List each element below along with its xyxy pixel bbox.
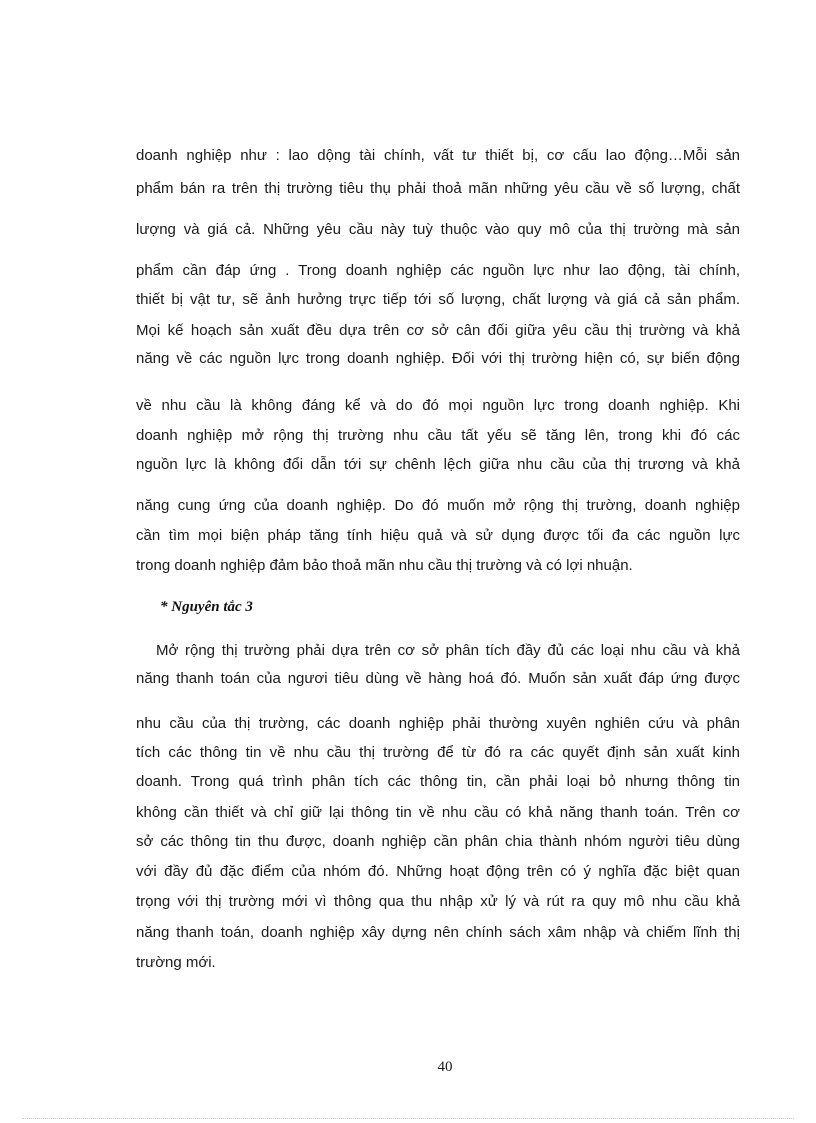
section-heading: * Nguyên tắc 3	[160, 599, 253, 615]
paragraph-line: trọng với thị trường mới vì thông qua thu nhập xử lý và rút ra quy mô nhu cầu khả	[136, 893, 740, 910]
paragraph-line: trong doanh nghiệp đảm bảo thoả mãn nhu cầu thị trường và có lợi nhuận.	[136, 557, 633, 574]
page-bottom-divider	[22, 1118, 794, 1119]
paragraph-line: năng thanh toán của ngươi tiêu dùng về hàng hoá đó. Muốn sản xuất đáp ứng được	[136, 670, 740, 687]
paragraph-line: không cần thiết và chỉ giữ lại thông tin về nhu cầu có khả năng thanh toán. Trên cơ	[136, 804, 740, 821]
paragraph-line: trường mới.	[136, 954, 216, 971]
paragraph-line: Mở rộng thị trường phải dựa trên cơ sở phân tích đầy đủ các loại nhu cầu và khả	[156, 642, 740, 659]
paragraph-line: năng về các nguồn lực trong doanh nghiệp. Đối với thị trường hiện có, sự biến động	[136, 350, 740, 367]
paragraph-line: phẩm bán ra trên thị trường tiêu thụ phải thoả mãn những yêu cầu về số lượng, chất	[136, 180, 740, 197]
paragraph-line: Mọi kế hoạch sản xuất đều dựa trên cơ sở cân đối giữa yêu cầu thị trường và khả	[136, 322, 740, 339]
paragraph-line: về nhu cầu là không đáng kể và do đó mọi nguồn lực trong doanh nghiệp. Khi	[136, 397, 740, 414]
page-number: 40	[437, 1059, 453, 1075]
paragraph-line: nhu cầu của thị trường, các doanh nghiệp phải thường xuyên nghiên cứu và phân	[136, 715, 740, 732]
paragraph-line: năng thanh toán, doanh nghiệp xây dựng nên chính sách xâm nhập và chiếm lĩnh thị	[136, 924, 740, 941]
paragraph-line: lượng và giá cả. Những yêu cầu này tuỳ thuộc vào quy mô của thị trường mà sản	[136, 221, 740, 238]
paragraph-line: doanh. Trong quá trình phân tích các thông tin, cần phải loại bỏ nhưng thông tin	[136, 773, 740, 790]
paragraph-line: doanh nghiệp mở rộng thị trường nhu cầu tất yếu sẽ tăng lên, trong khi đó các	[136, 427, 740, 444]
paragraph-line: với đầy đủ đặc điểm của nhóm đó. Những hoạt động trên có ý nghĩa đặc biệt quan	[136, 863, 740, 880]
paragraph-line: nguồn lực là không đổi dẫn tới sự chênh lệch giữa nhu cầu của thị trương và khả	[136, 456, 740, 473]
paragraph-line: thiết bị vật tư, sẽ ảnh hưởng trực tiếp tới số lượng, chất lượng và giá cả sản phẩm.	[136, 291, 740, 308]
paragraph-line: năng cung ứng của doanh nghiệp. Do đó muốn mở rộng thị trường, doanh nghiệp	[136, 497, 740, 514]
paragraph-line: sở các thông tin thu được, doanh nghiệp cần phân chia thành nhóm người tiêu dùng	[136, 833, 740, 850]
paragraph-line: doanh nghiệp như : lao dộng tài chính, vất tư thiết bị, cơ cấu lao động…Mỗi sản	[136, 147, 740, 164]
paragraph-line: cần tìm mọi biện pháp tăng tính hiệu quả và sử dụng được tối đa các nguồn lực	[136, 527, 740, 544]
paragraph-line: tích các thông tin về nhu cầu thị trường để từ đó ra các quyết định sản xuất kinh	[136, 744, 740, 761]
paragraph-line: phẩm cần đáp ứng . Trong doanh nghiệp các nguồn lực như lao động, tài chính,	[136, 262, 740, 279]
